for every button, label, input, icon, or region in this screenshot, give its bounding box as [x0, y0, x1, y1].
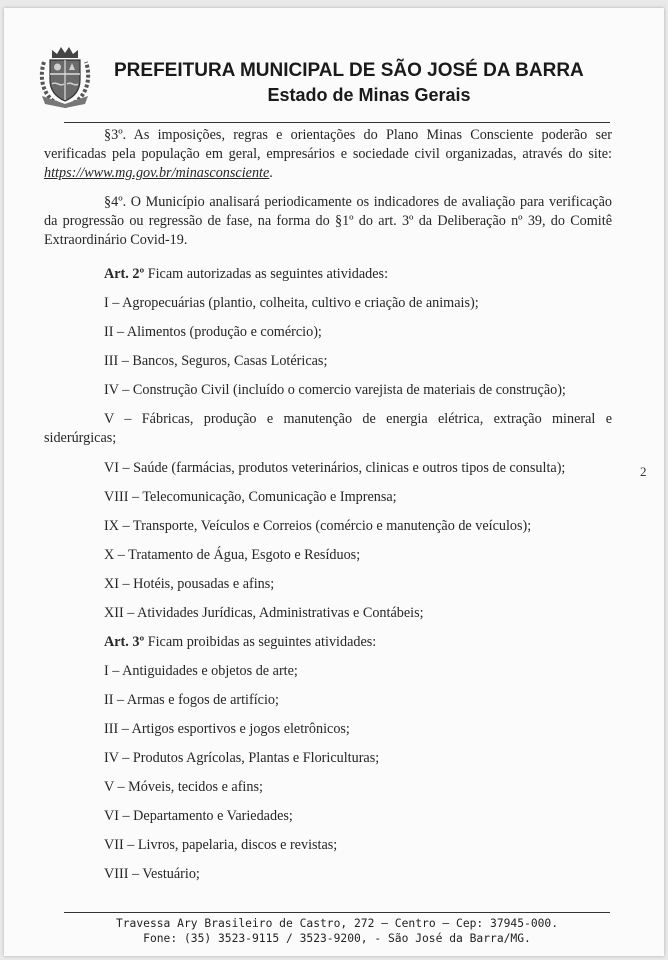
page-subtitle: Estado de Minas Gerais — [267, 85, 471, 105]
list-item: X – Tratamento de Água, Esgoto e Resíduos; — [104, 547, 361, 563]
article-3-heading-text: Ficam proibidas as seguintes atividades: — [144, 634, 377, 650]
list-item: III – Bancos, Seguros, Casas Lotéricas; — [104, 353, 328, 369]
article-2-heading-text: Ficam autorizadas as seguintes atividades: — [144, 266, 389, 282]
list-item: V – Fábricas, produção e manutenção de energia elétrica, extração mineral e siderúrgicas; — [44, 411, 612, 446]
list-item: I – Agropecuárias (plantio, colheita, cultivo e criação de animais); — [104, 295, 479, 311]
article-2-heading — [44, 260, 612, 289]
list-item: VIII – Vestuário; — [104, 866, 200, 882]
list-item: IV – Produtos Agrícolas, Plantas e Floriculturas; — [104, 750, 380, 766]
article-3-heading — [44, 628, 612, 657]
list-item: VIII – Telecomunicação, Comunicação e Imprensa; — [104, 489, 397, 505]
list-item: XI – Hotéis, pousadas e afins; — [104, 576, 275, 592]
article-3-number: Art. 3º — [104, 634, 145, 650]
list-item: XII – Atividades Jurídicas, Administrativas e Contábeis; — [104, 605, 424, 621]
page-title: PREFEITURA MUNICIPAL DE SÃO JOSÉ DA BARRA — [114, 60, 584, 81]
document-page — [4, 8, 664, 956]
minas-consciente-link[interactable]: https://www.mg.gov.br/minasconsciente — [44, 165, 270, 181]
list-item: V – Móveis, tecidos e afins; — [104, 779, 263, 795]
list-item: II – Alimentos (produção e comércio); — [104, 324, 322, 340]
paragraph-4: §4º. O Município analisará periodicamente os indicadores de avaliação para verificação da progressão ou regressão de fase, na forma do §1º do art. 3º da Deliberação nº 39, do Comitê Extraordinário Covid-19. — [44, 194, 612, 248]
page-number: 2 — [640, 464, 647, 479]
list-item: I – Antiguidades e objetos de arte; — [104, 663, 298, 679]
list-item: III – Artigos esportivos e jogos eletrônicos; — [104, 721, 350, 737]
header-divider — [64, 122, 610, 123]
list-item: VII – Livros, papelaria, discos e revistas; — [104, 837, 338, 853]
article-2-number: Art. 2º — [104, 266, 145, 282]
footer-divider — [64, 912, 610, 913]
list-item: VI – Departamento e Variedades; — [104, 808, 293, 824]
list-item: II – Armas e fogos de artifício; — [104, 692, 279, 708]
list-item: IX – Transporte, Veículos e Correios (comércio e manutenção de veículos); — [104, 518, 532, 534]
footer-address: Travessa Ary Brasileiro de Castro, 272 – Centro – Cep: 37945-000. — [115, 917, 559, 930]
paragraph-3 — [44, 126, 612, 183]
paragraph-3-text: §3º. As imposições, regras e orientações do Plano Minas Consciente poderão ser verificadas pela população em geral, empresários e sociedade civil organizadas, através do site: — [44, 127, 612, 162]
municipal-coat-of-arms-icon — [38, 44, 92, 108]
list-item: IV – Construção Civil (incluído o comercio varejista de materiais de construção); — [104, 382, 566, 398]
paragraph-3-tail: . — [269, 165, 273, 181]
footer-phone: Fone: (35) 3523-9115 / 3523-9200, - São José da Barra/MG. — [143, 932, 531, 945]
list-item: VI – Saúde (farmácias, produtos veterinários, clinicas e outros tipos de consulta); — [104, 460, 566, 476]
document-body — [44, 126, 612, 889]
